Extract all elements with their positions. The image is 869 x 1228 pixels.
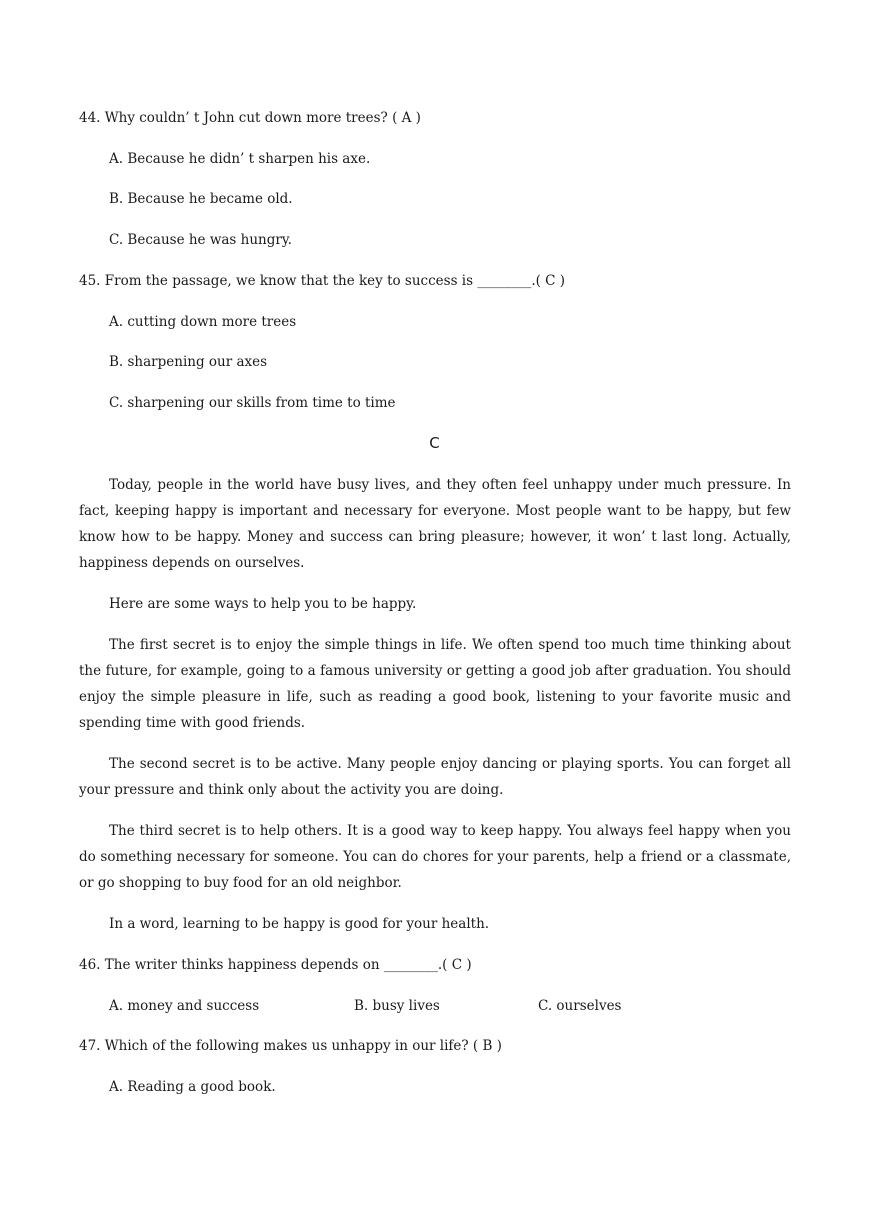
question-44-option-c: C. Because he was hungry. <box>109 232 292 248</box>
question-46-option-c: C. ourselves <box>538 998 622 1014</box>
question-45-stem: 45. From the passage, we know that the key to success is ________.( C ) <box>79 273 566 289</box>
section-heading: C <box>429 434 440 452</box>
question-47-option-a: A. Reading a good book. <box>109 1079 276 1095</box>
question-44-option-b: B. Because he became old. <box>109 191 293 207</box>
question-45-option-a: A. cutting down more trees <box>109 314 297 330</box>
question-46-stem: 46. The writer thinks happiness depends on ________.( C ) <box>79 957 472 973</box>
question-44-option-a: A. Because he didn’ t sharpen his axe. <box>109 151 371 167</box>
passage-paragraph: Today, people in the world have busy lives, and they often feel unhappy under much pressure. In fact, keeping happy is important and necessary for everyone. Most people want to be happy, but few know how to be happy. Money and success can bring pleasure; however, it won’ t last long. Actually, happiness depends on ourselves. <box>79 477 791 571</box>
passage-paragraph: The third secret is to help others. It is a good way to keep happy. You always feel happy when you do something necessary for someone. You can do chores for your parents, help a friend or a classmate, or go shopping to buy food for an old neighbor. <box>79 823 791 891</box>
passage-paragraph: The second secret is to be active. Many people enjoy dancing or playing sports. You can forget all your pressure and think only about the activity you are doing. <box>79 756 791 798</box>
passage-paragraph: The first secret is to enjoy the simple things in life. We often spend too much time thinking about the future, for example, going to a famous university or getting a good job after graduation. You should enjoy the simple pleasure in life, such as reading a good book, listening to your favorite music and spending time with good friends. <box>79 637 791 731</box>
question-44-stem: 44. Why couldn’ t John cut down more trees? ( A ) <box>79 110 421 126</box>
question-45-option-b: B. sharpening our axes <box>109 354 268 370</box>
question-46-option-b: B. busy lives <box>354 998 440 1014</box>
passage-paragraph: In a word, learning to be happy is good for your health. <box>109 916 490 932</box>
passage-paragraph: Here are some ways to help you to be happy. <box>109 596 417 612</box>
question-46-option-a: A. money and success <box>109 998 260 1014</box>
question-47-stem: 47. Which of the following makes us unhappy in our life? ( B ) <box>79 1038 502 1054</box>
question-45-option-c: C. sharpening our skills from time to time <box>109 395 396 411</box>
